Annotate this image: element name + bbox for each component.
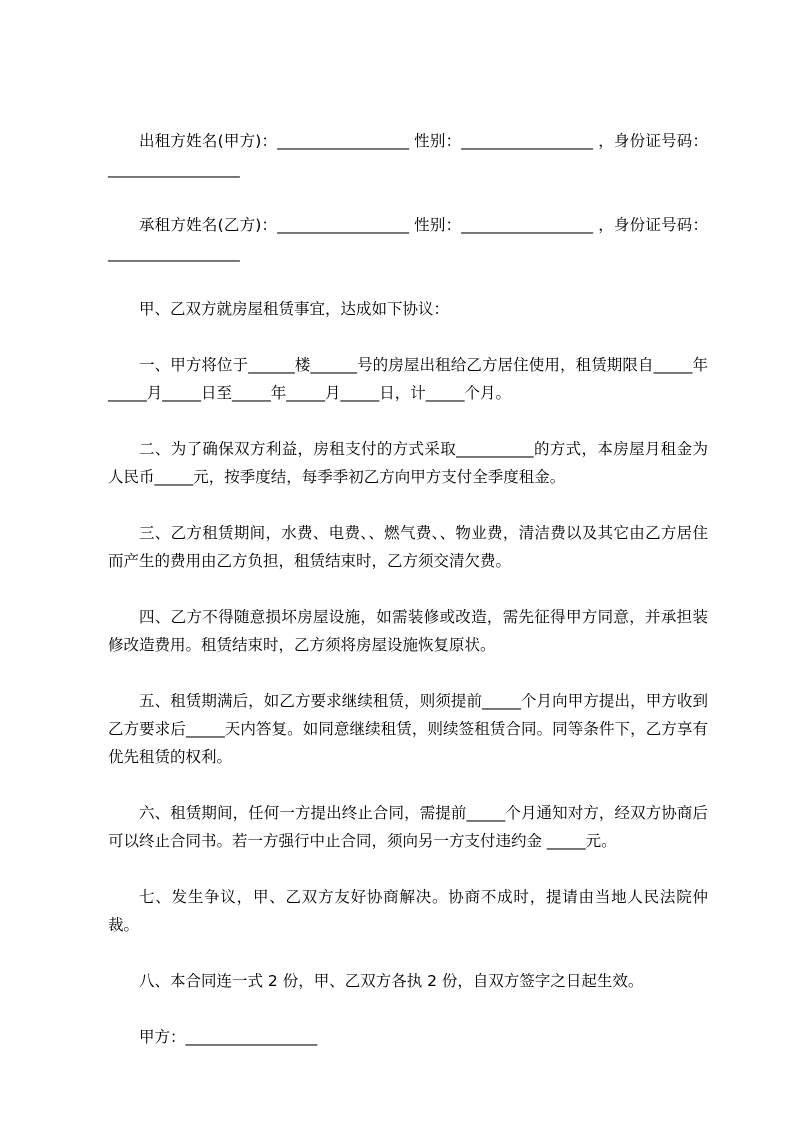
agreement-intro: 甲、乙双方就房屋租赁事宜，达成如下协议： <box>139 300 450 318</box>
clause-3: 三、乙方租赁期间，水费、电费、、燃气费、、物业费，清洁费以及其它由乙方居住而产生的费用由乙方负担，租赁结束时，乙方须交清欠费。 <box>108 524 708 570</box>
contract-body <box>108 127 708 1051</box>
clause-5: 五、租赁期满后，如乙方要求继续租赁，则须提前_____个月向甲方提出，甲方收到乙方要求后_____天内答复。如同意继续租赁，则续签租赁合同。同等条件下，乙方享有优先租赁的权利。 <box>108 692 708 766</box>
clause-6: 六、租赁期间，任何一方提出终止合同，需提前_____个月通知对方，经双方协商后可以终止合同书。若一方强行中止合同，须向另一方支付违约金 _____元。 <box>108 804 708 850</box>
lessee-info-line: 承租方姓名(乙方)：_________________ 性别：_________________ ，身份证号码：_________________ <box>108 216 708 262</box>
clause-7: 七、发生争议，甲、乙双方友好协商解决。协商不成时，提请由当地人民法院仲裁。 <box>108 888 708 934</box>
clause-8: 八、本合同连一式 2 份，甲、乙双方各执 2 份，自双方签字之日起生效。 <box>139 972 644 990</box>
signature-party-a: 甲方：_________________ <box>139 1028 318 1046</box>
clause-4: 四、乙方不得随意损坏房屋设施，如需装修或改造，需先征得甲方同意，并承担装修改造费用。租赁结束时，乙方须将房屋设施恢复原状。 <box>108 608 708 654</box>
lessor-info-line: 出租方姓名(甲方)：_________________ 性别：_________________ ，身份证号码：_________________ <box>108 132 708 178</box>
clause-1: 一、甲方将位于______楼______号的房屋出租给乙方居住使用，租赁期限自_____年_____月_____日至_____年_____月_____日，计_____个月。 <box>108 356 708 402</box>
clause-2: 二、为了确保双方利益，房租支付的方式采取__________的方式，本房屋月租金为人民币_____元，按季度结，每季季初乙方向甲方支付全季度租金。 <box>108 440 708 486</box>
